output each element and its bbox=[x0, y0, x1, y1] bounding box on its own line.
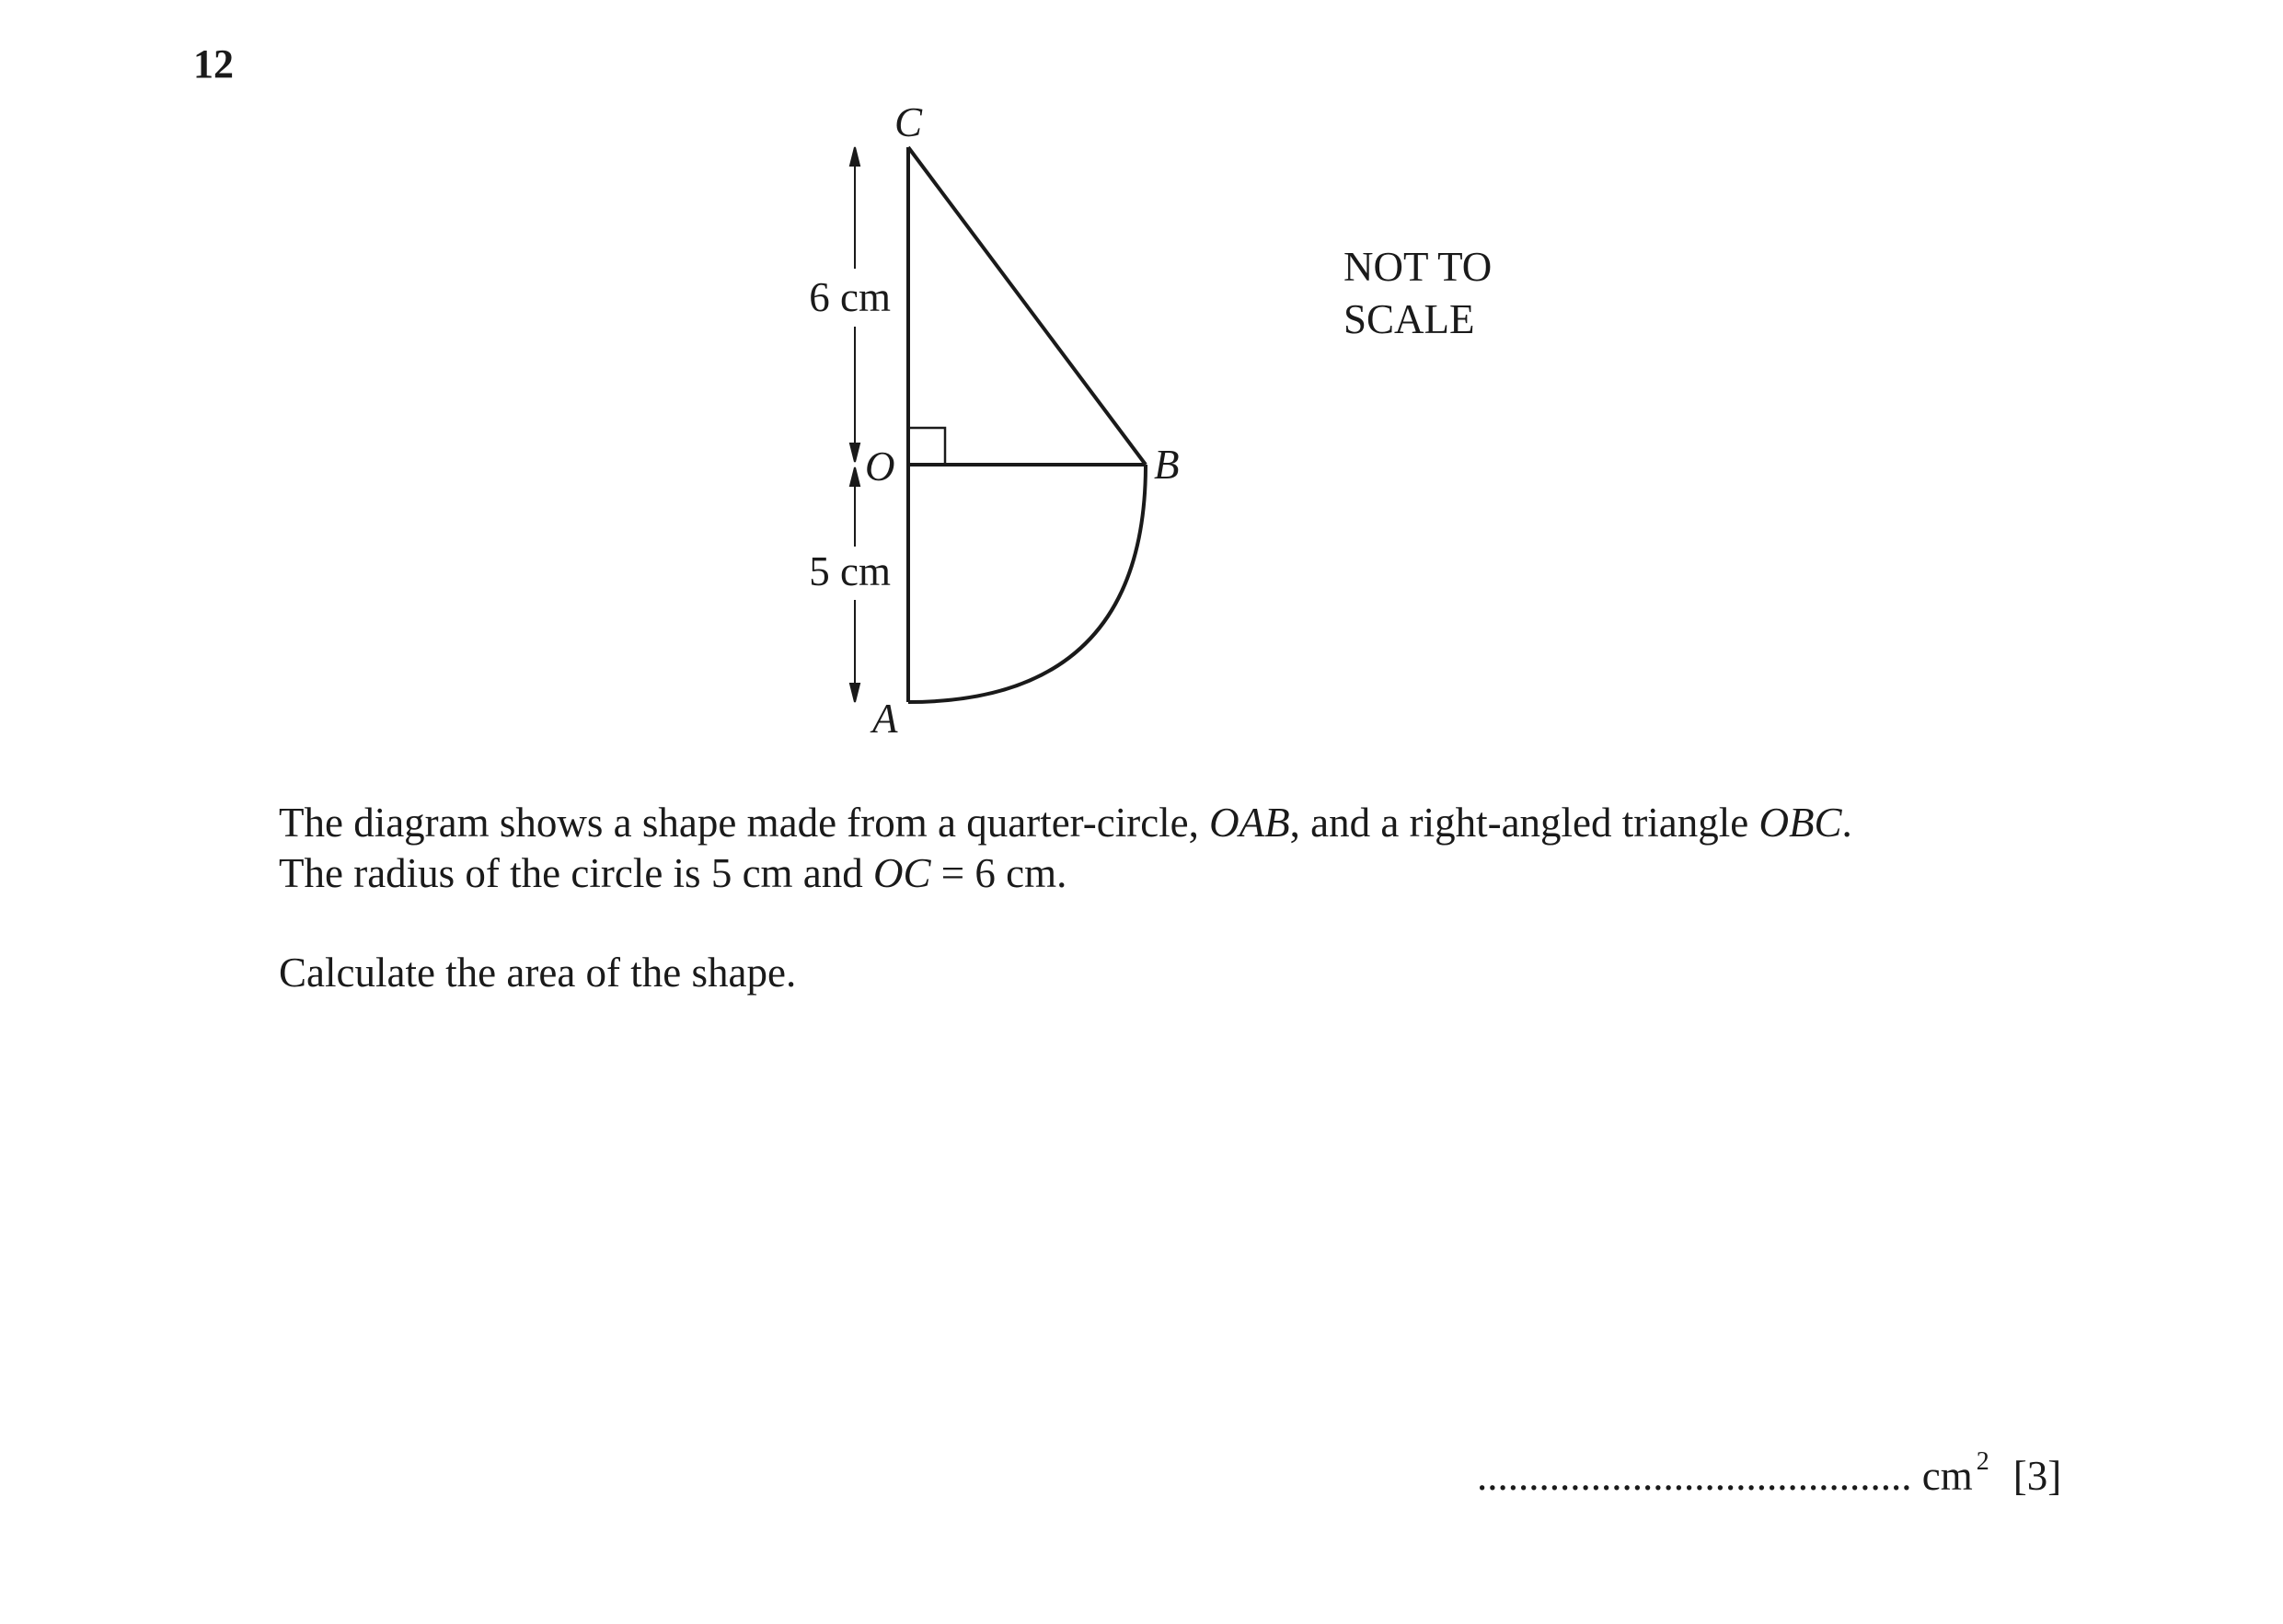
not-to-scale-line2: SCALE bbox=[1343, 296, 1475, 342]
answer-unit: cm bbox=[1921, 1453, 1973, 1499]
vertex-label-B: B bbox=[1154, 442, 1180, 488]
dimension-label-6cm: 6 cm bbox=[809, 274, 891, 320]
answer-dots[interactable]: .......................................... bbox=[1477, 1453, 1912, 1499]
vertex-label-A: A bbox=[872, 696, 898, 742]
segment-name-OC: OC bbox=[873, 850, 931, 896]
segment-CB bbox=[908, 147, 1146, 465]
answer-line bbox=[1477, 1446, 2061, 1501]
question-number: 12 bbox=[193, 41, 234, 86]
arc-BA bbox=[908, 465, 1146, 702]
shape-name-OAB: OAB bbox=[1209, 800, 1290, 846]
question-instruction: Calculate the area of the shape. bbox=[279, 950, 797, 996]
vertex-label-O: O bbox=[865, 443, 895, 490]
shape-name-OBC: OBC bbox=[1758, 800, 1842, 846]
vertex-label-C: C bbox=[894, 99, 923, 145]
marks-allocation: [3] bbox=[2012, 1453, 2062, 1499]
stem-line-1: The diagram shows a shape made from a quarter-circle, OAB, and a right-angled triangle OBC. bbox=[279, 800, 1852, 846]
dimension-label-5cm: 5 cm bbox=[809, 548, 891, 594]
right-angle-marker bbox=[908, 428, 945, 465]
answer-unit-power: 2 bbox=[1976, 1447, 1989, 1476]
not-to-scale-line1: NOT TO bbox=[1343, 244, 1493, 290]
stem-line-2: The radius of the circle is 5 cm and OC = 6 cm. bbox=[279, 850, 1067, 896]
